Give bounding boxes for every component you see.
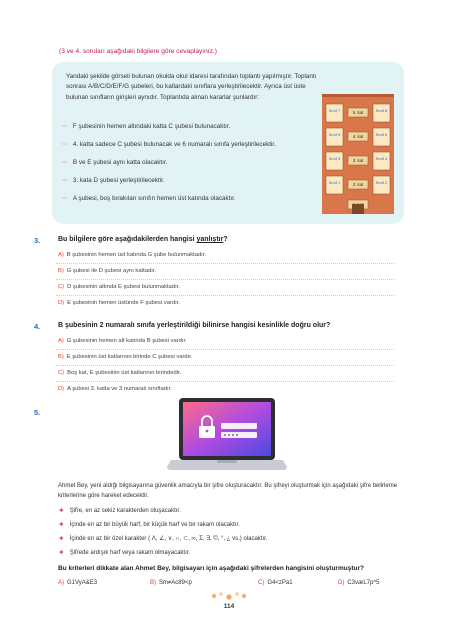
answer-a[interactable] — [58, 580, 97, 586]
rule-text: B ve E şubesi aynı katta olacaktır. — [72, 158, 168, 166]
question-4-text: B şubesinin 2 numaralı sınıfa yerleştirildiği bilinirse hangisi kesinlikle doğru olur? — [58, 322, 331, 329]
question-3-text — [58, 236, 228, 243]
rule-item — [62, 194, 236, 202]
option-letter: A) — [58, 580, 64, 586]
criterion-item — [58, 548, 190, 557]
arrow-icon: ⇨ — [62, 141, 68, 148]
option-text: Sm≠Ac89<p — [159, 580, 192, 586]
star-bullet-icon: ✦ — [58, 534, 65, 543]
option-c[interactable] — [58, 370, 181, 376]
room-label: Sınıf 8 — [375, 108, 388, 113]
laptop-illustration — [165, 396, 289, 476]
room-label: Sınıf 3 — [328, 156, 341, 161]
room-label: Sınıf 5 — [328, 132, 341, 137]
question-number: 3. — [34, 236, 41, 245]
option-text: Boş kat, E şubesinin üst katlarının birindedir. — [67, 370, 182, 376]
divider — [56, 365, 394, 366]
option-letter: D) — [58, 386, 65, 392]
question-5-prompt: Bu kriterleri dikkate alan Ahmet Bey, bilgisayarı için aşağıdaki şifrelerden hangisini oluşturmuştur? — [58, 565, 364, 572]
question-number: 4. — [34, 322, 41, 331]
star-bullet-icon: ✦ — [58, 548, 65, 557]
star-bullet-icon: ✦ — [58, 520, 65, 529]
criterion-text: İçinde en az bir özel karakter ( Λ, ∠, ∨, ∩, ⊂, ∞, Σ, ∃, ©, °, ¿ vs.) olacaktır. — [69, 536, 268, 542]
option-text: E şubesinin üst katlarının birinde C şubesi vardır. — [66, 354, 193, 360]
rule-item — [62, 122, 230, 130]
star-bullet-icon: ✦ — [58, 506, 65, 515]
laptop-notch — [217, 460, 237, 463]
info-box — [52, 62, 404, 224]
option-letter: B) — [58, 354, 64, 360]
rule-item — [62, 158, 167, 166]
option-d[interactable] — [58, 300, 180, 306]
arrow-icon: ⇨ — [62, 159, 68, 166]
option-letter: B) — [150, 580, 156, 586]
intro-instruction: (3 ve 4. soruları aşağıdaki bilgilere göre cevaplayınız.) — [59, 48, 217, 55]
rule-text: 4. katta sadece C şubesi bulunacak ve 6 numaralı sınıfa yerleştirilecektir. — [72, 140, 276, 148]
option-text: G şubesi ile D şubesi aynı kattadır. — [66, 268, 157, 274]
room-window — [326, 128, 343, 146]
divider — [56, 381, 394, 382]
username-field-graphic — [221, 423, 257, 429]
floor-label: 5. kat — [352, 110, 364, 115]
option-text: E şubesinin hemen üstünde F şubesi vardır. — [67, 300, 180, 306]
criterion-item — [58, 520, 240, 529]
question-text-part: Bu bilgilere göre aşağıdakilerden hangisi — [58, 236, 197, 243]
page-decoration — [206, 590, 252, 602]
question-text-part: ? — [223, 236, 228, 243]
criterion-text: İçinde en az bir büyük harf, bir küçük harf ve bir rakam olacaktır. — [69, 521, 240, 528]
divider — [56, 349, 394, 350]
room-label: Sınıf 6 — [375, 132, 388, 137]
room-window — [373, 176, 390, 194]
question-5-paragraph: Ahmet Bey, yeni aldığı bilgisayarına güvenlik amacıyla bir şifre oluşturacaktır. Bu şifreyi oluşturmak için aşağıdaki şifre belirleme kriterlerine göre hareket edecektir. — [58, 483, 398, 499]
option-letter: B) — [58, 268, 64, 274]
rule-text: F şubesinin hemen altındaki katta C şubesi bulunacaktır. — [72, 122, 231, 130]
floor-label: 3. kat — [352, 158, 364, 163]
option-b[interactable] — [58, 354, 192, 360]
option-letter: D) — [58, 300, 65, 306]
divider — [56, 263, 394, 264]
option-text: A şubesi 3. katta ve 3 numaralı sınıftadır. — [67, 386, 172, 392]
floor-label: 2. kat — [352, 182, 364, 187]
room-label: Sınıf 7 — [328, 108, 341, 113]
option-d[interactable] — [58, 386, 172, 392]
room-label: Sınıf 4 — [375, 156, 388, 161]
answer-d[interactable] — [338, 580, 380, 586]
room-window — [373, 104, 390, 122]
question-number: 5. — [34, 408, 41, 417]
criterion-item — [58, 506, 181, 515]
floor-label: 4. kat — [352, 134, 364, 139]
room-label: Sınıf 1 — [328, 180, 341, 185]
option-text: G1VyA&E3 — [67, 580, 98, 586]
option-letter: A) — [58, 252, 64, 258]
arrow-icon: ⇨ — [62, 177, 68, 184]
divider — [56, 295, 394, 296]
criterion-item — [58, 534, 267, 543]
room-window — [373, 128, 390, 146]
room-window — [326, 104, 343, 122]
building-door — [352, 204, 364, 214]
info-paragraph: Yandaki şekilde görseli bulunan okulda okul idaresi tarafından toplantı yapılmıştır. Toplantı sonrası A/B/C/D/E/F/G şubeleri, bu katlardaki sınıflara yerleştirilecektir. Ayrıca üst üste bulunan sınıfların girişleri aynıdır. Toplantıda alınan kararlar şunlardır: — [66, 73, 317, 101]
option-text: C3væL7p^5 — [347, 580, 380, 586]
password-field-graphic — [221, 432, 257, 438]
option-b[interactable] — [58, 268, 156, 274]
criterion-text: Şifrede ardışık harf veya rakam olmayacaktır. — [69, 549, 191, 556]
rule-item — [62, 140, 276, 148]
option-letter: C) — [58, 370, 65, 376]
option-a[interactable] — [58, 338, 187, 344]
option-a[interactable] — [58, 252, 206, 258]
school-building-illustration — [322, 94, 394, 214]
option-letter: A) — [58, 338, 64, 344]
rule-text: A şubesi, boş bırakılan sınıfın hemen üst katında olacaktır. — [72, 194, 236, 202]
arrow-icon: ⇨ — [62, 123, 68, 130]
option-letter: D) — [338, 580, 345, 586]
room-window — [326, 176, 343, 194]
criterion-text: Şifre, en az sekiz karakterden oluşacaktır. — [69, 507, 181, 514]
room-label: Sınıf 2 — [375, 180, 388, 185]
option-letter: C) — [58, 284, 65, 290]
answer-b[interactable] — [150, 580, 192, 586]
option-text: B şubesinin hemen üst katında G şube bulunmaktadır. — [66, 252, 207, 258]
option-text: G şubesinin hemen alt katında B şubesi vardır. — [66, 338, 187, 344]
page-number: 114 — [223, 603, 235, 610]
question-underlined-word: yanlıştır — [196, 236, 224, 243]
option-text: G4<zPa1 — [267, 580, 293, 586]
option-c[interactable] — [58, 284, 180, 290]
option-letter: C) — [258, 580, 265, 586]
room-window — [326, 152, 343, 170]
room-window — [373, 152, 390, 170]
rule-text: 3. kata D şubesi yerleştirilecektir. — [72, 176, 165, 184]
answer-c[interactable] — [258, 580, 293, 586]
divider — [56, 279, 394, 280]
arrow-icon: ⇨ — [62, 195, 68, 202]
option-text: D şubesinin altında E şubesi bulunmaktadır. — [67, 284, 180, 290]
building-roof — [322, 94, 394, 97]
rule-item — [62, 176, 165, 184]
